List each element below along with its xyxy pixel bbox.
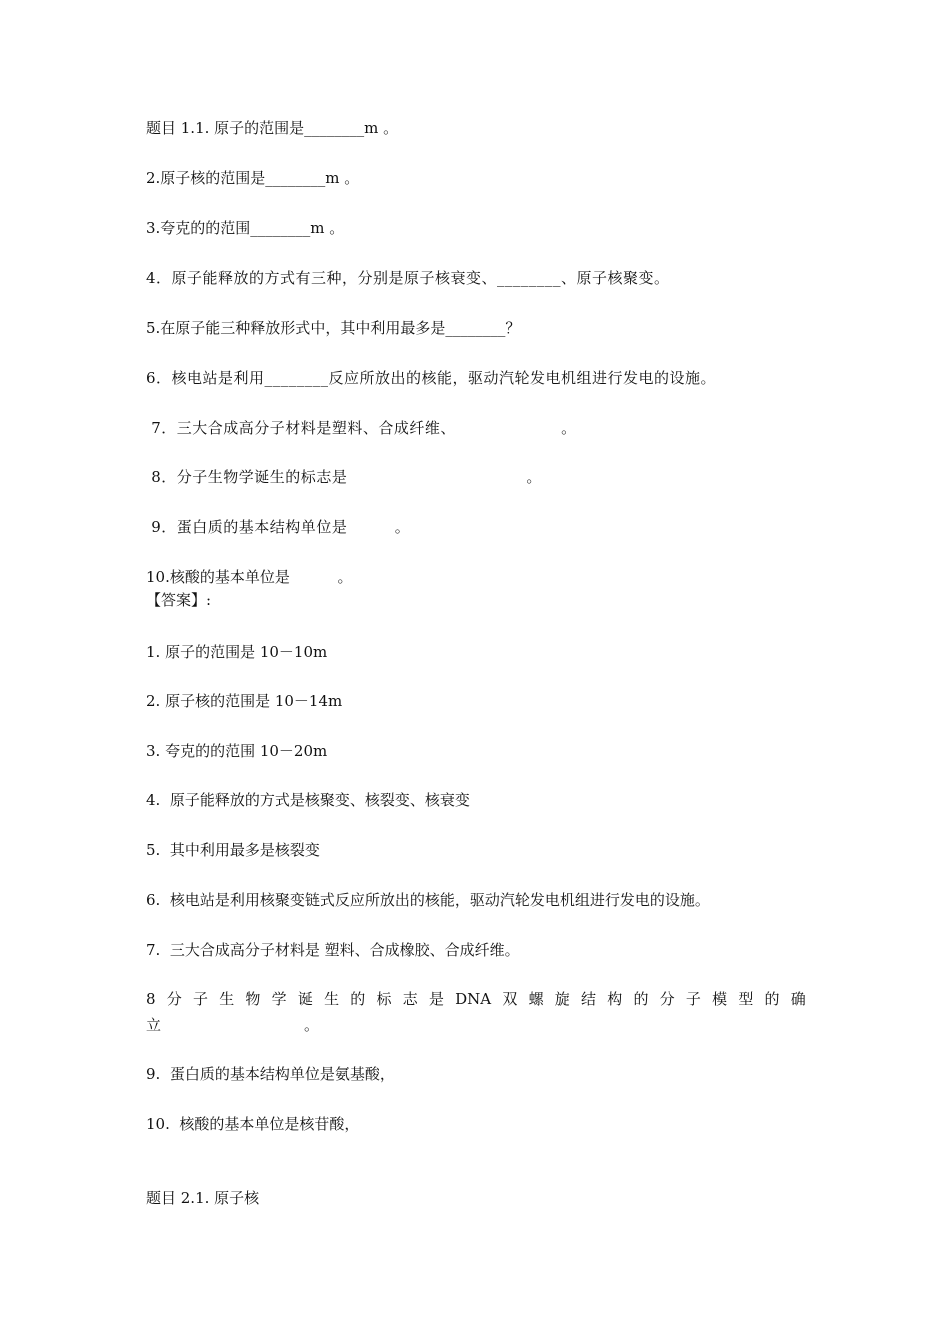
question-5: 5.在原子能三种释放形式中，其中利用最多是________？ — [146, 319, 521, 337]
answer-8-line-1 — [146, 989, 806, 1009]
question-6: 6．核电站是利用________反应所放出的核能，驱动汽轮发电机组进行发电的设施。 — [146, 369, 717, 387]
answer-6: 6. 核电站是利用核聚变链式反应所放出的核能，驱动汽轮发电机组进行发电的设施。 — [146, 891, 710, 909]
answer-8-token: 物 — [245, 990, 261, 1008]
answer-8-token: 生 — [219, 990, 235, 1008]
question-8: 8．分子生物学诞生的标志是 。 — [146, 468, 542, 486]
answer-7: 7. 三大合成高分子材料是 塑料、合成橡胶、合成纤维。 — [146, 941, 520, 959]
question-1: 题目 1.1. 原子的范围是________m 。 — [146, 119, 399, 137]
answer-8-token: 的 — [350, 990, 366, 1008]
answer-8-token: 螺 — [528, 990, 544, 1008]
question-3: 3.夸克的的范围________m 。 — [146, 219, 345, 237]
answer-8-token: 的 — [633, 990, 649, 1008]
answer-8-token: 分 — [659, 990, 675, 1008]
answer-8-token: 确 — [790, 990, 806, 1008]
answer-1: 1. 原子的范围是 10－10m — [146, 643, 328, 661]
answer-2: 2. 原子核的范围是 10－14m — [146, 692, 343, 710]
answer-4: 4. 原子能释放的方式是核聚变、核裂变、核衰变 — [146, 791, 470, 809]
section-2-title: 题目 2.1. 原子核 — [146, 1189, 260, 1207]
answer-8-token: 诞 — [297, 990, 313, 1008]
answer-8-token: 结 — [581, 990, 597, 1008]
answers-heading: 【答案】: — [146, 591, 212, 609]
answer-5: 5. 其中利用最多是核裂变 — [146, 841, 320, 859]
answer-8-token: 旋 — [554, 990, 570, 1008]
answer-8-token: 子 — [685, 990, 701, 1008]
answer-8-token: 型 — [738, 990, 754, 1008]
answer-8-token: 志 — [402, 990, 418, 1008]
answer-8-line-2: 立 。 — [146, 1016, 320, 1034]
question-2: 2.原子核的范围是________m 。 — [146, 169, 360, 187]
answer-9: 9. 蛋白质的基本结构单位是氨基酸， — [146, 1065, 395, 1083]
answer-3: 3. 夸克的的范围 10－20m — [146, 742, 328, 760]
answer-8-token: 标 — [376, 990, 392, 1008]
answer-8-token: 生 — [324, 990, 340, 1008]
question-7: 7．三大合成高分子材料是塑料、合成纤维、 。 — [146, 419, 577, 437]
answer-8-token: 模 — [712, 990, 728, 1008]
answer-8-token: 子 — [192, 990, 208, 1008]
answer-8-token: 8 — [146, 990, 156, 1008]
answer-8-token: 分 — [166, 990, 182, 1008]
answer-8-token: 的 — [764, 990, 780, 1008]
answer-10: 10. 核酸的基本单位是核苷酸， — [146, 1115, 360, 1133]
answer-8-token: DNA — [455, 990, 492, 1008]
question-10: 10.核酸的基本单位是 。 — [146, 568, 353, 586]
answer-8-token: 双 — [502, 990, 518, 1008]
question-9: 9．蛋白质的基本结构单位是 。 — [146, 518, 411, 536]
answer-8-token: 构 — [607, 990, 623, 1008]
answer-8-token: 是 — [428, 990, 444, 1008]
answer-8-token: 学 — [271, 990, 287, 1008]
question-4: 4．原子能释放的方式有三种，分别是原子核衰变、________、原子核聚变。 — [146, 269, 670, 287]
